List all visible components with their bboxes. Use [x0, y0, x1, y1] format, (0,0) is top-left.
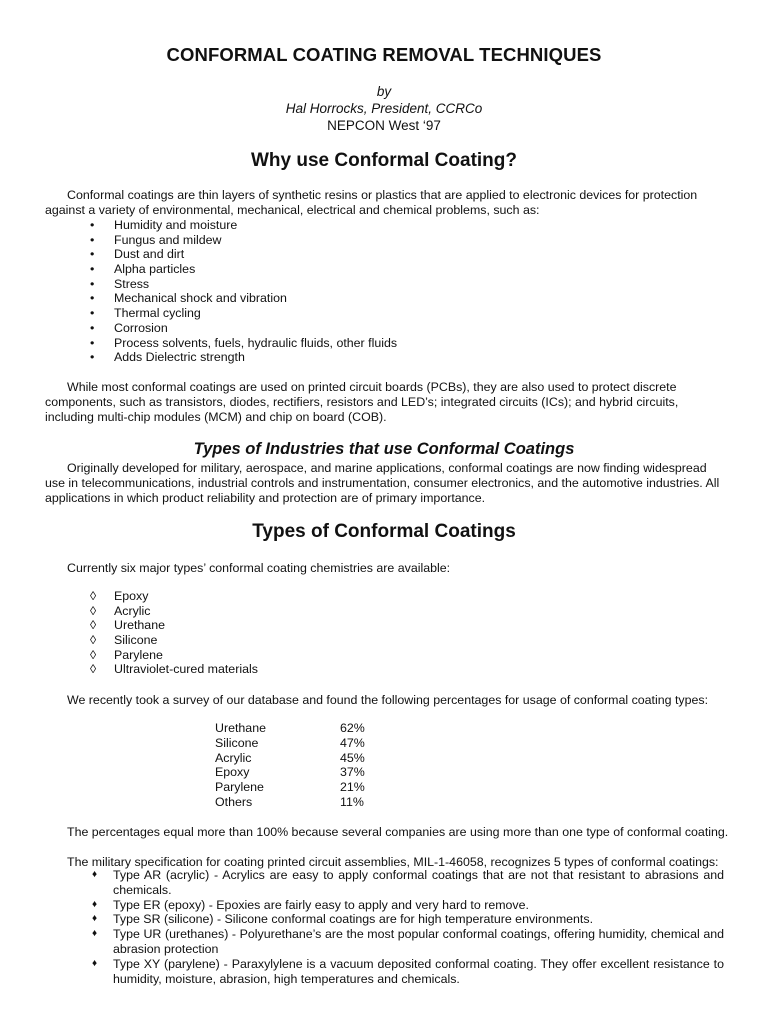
heading-why-conformal-coating: Why use Conformal Coating? [251, 150, 517, 171]
why-intro-paragraph [45, 188, 725, 218]
bullet-mark: ◊ [90, 603, 97, 618]
survey-percentage: 21% [340, 780, 365, 795]
survey-intro: We recently took a survey of our database and found the following percentages for usage of conformal coating types: [67, 693, 709, 707]
survey-percentage: 11% [340, 794, 364, 809]
survey-percentage: 45% [340, 750, 365, 765]
diamond-bullet: ♦ [92, 898, 98, 910]
bullet-mark: • [90, 232, 95, 247]
survey-type: Epoxy [215, 765, 250, 780]
survey-type: Parylene [215, 780, 264, 795]
mil-spec-item-text: Type ER (epoxy) - Epoxies are fairly easy to apply and very hard to remove. [113, 897, 529, 912]
protection-item-text: Mechanical shock and vibration [114, 291, 287, 306]
protection-item-text: Humidity and moisture [114, 218, 238, 232]
bullet-mark: • [90, 306, 95, 321]
survey-type: Silicone [215, 735, 259, 750]
bullet-mark: • [90, 291, 95, 306]
mil-spec-item [92, 912, 724, 927]
bullet-mark: ◊ [90, 647, 97, 662]
types-intro: Currently six major types’ conformal coating chemistries are available: [67, 561, 451, 575]
survey-row [215, 736, 365, 751]
protection-item-text: Thermal cycling [114, 306, 201, 321]
document-title: CONFORMAL COATING REMOVAL TECHNIQUES [166, 44, 602, 65]
mil-spec-item [92, 868, 724, 898]
industries-text: Originally developed for military, aerospace, and marine applications, conformal coatings are now finding widespread use in telecommunications, industrial controls and instrumentation, consumer electronics, and the automotive industries. All applications in which product reliability and protection are of primary importance. [45, 461, 720, 505]
bullet-mark: ◊ [90, 589, 97, 603]
mil-spec-item-text: Type AR (acrylic) - Acrylics are easy to apply conformal coatings that are not that resistant to abrasions and chemicals. [113, 868, 724, 897]
survey-type: Urethane [215, 721, 266, 735]
survey-row [215, 795, 365, 810]
bullet-mark: ◊ [90, 618, 97, 633]
heading-industries: Types of Industries that use Conformal Coatings [193, 440, 575, 458]
coating-type-item-text: Parylene [114, 647, 163, 662]
mil-spec-intro: The military specification for coating printed circuit assemblies, MIL-1-46058, recognizes 5 types of conformal coatings: [67, 855, 719, 869]
mil-spec-types-list [92, 868, 724, 986]
survey-note: The percentages equal more than 100% because several companies are using more than one type of conformal coating. [67, 825, 729, 839]
protection-item-text: Alpha particles [114, 262, 196, 277]
survey-percentage: 47% [340, 735, 365, 750]
bullet-mark: ◊ [90, 633, 97, 648]
survey-row [215, 721, 365, 736]
diamond-bullet: ♦ [92, 869, 98, 880]
why-intro-text: Conformal coatings are thin layers of synthetic resins or plastics that are applied to electronic devices for protection against a variety of environmental, mechanical, electrical and chemical problems, such as: [45, 188, 698, 217]
protection-item-text: Adds Dielectric strength [114, 350, 245, 365]
protection-item-text: Process solvents, fuels, hydraulic fluids, other fluids [114, 335, 398, 350]
mil-spec-item-text: Type SR (silicone) - Silicone conformal coatings are for high temperature environments. [113, 912, 594, 927]
diamond-bullet: ♦ [92, 913, 98, 925]
bullet-mark: • [90, 276, 95, 291]
bullet-mark: • [90, 218, 95, 232]
survey-percentage: 62% [340, 721, 365, 735]
survey-table [215, 721, 365, 810]
byline-event: NEPCON West ‘97 [327, 118, 441, 133]
bullet-mark: • [90, 335, 95, 350]
coating-type-item-text: Ultraviolet-cured materials [114, 662, 258, 677]
bullet-mark: • [90, 320, 95, 335]
coating-type-item-text: Urethane [114, 618, 165, 633]
protection-item-text: Fungus and mildew [114, 232, 222, 247]
survey-type: Acrylic [215, 750, 252, 765]
coating-type-item-text: Acrylic [114, 603, 151, 618]
mil-spec-item [92, 957, 724, 987]
survey-row [215, 751, 365, 766]
survey-row [215, 765, 365, 780]
bullet-mark: • [90, 350, 95, 365]
why-closing-paragraph [45, 380, 725, 424]
why-closing-text: While most conformal coatings are used on printed circuit boards (PCBs), they are also used to protect discrete components, such as transistors, diodes, rectifiers, resistors and LED’s; integrated circuits (ICs); and hybrid circuits, including multi-chip modules (MCM) and chip on board (COB). [45, 380, 679, 424]
mil-spec-item [92, 898, 724, 913]
survey-type: Others [215, 794, 253, 809]
survey-row [215, 780, 365, 795]
byline-author: Hal Horrocks, President, CCRCo [285, 101, 483, 116]
diamond-bullet: ♦ [92, 928, 98, 940]
mil-spec-item-text: Type XY (parylene) - Paraxylylene is a vacuum deposited conformal coating. They offer excellent resistance to humidity, moisture, abrasion, high temperatures and chemicals. [113, 956, 724, 986]
survey-percentage: 37% [340, 765, 365, 780]
protection-item-text: Corrosion [114, 320, 168, 335]
bullet-mark: ◊ [90, 662, 97, 677]
coating-type-item-text: Silicone [114, 633, 158, 648]
mil-spec-item [92, 927, 724, 957]
diamond-bullet: ♦ [92, 957, 98, 969]
coating-type-item-text: Epoxy [114, 589, 149, 603]
industries-paragraph [45, 461, 725, 505]
heading-types-of-coatings: Types of Conformal Coatings [252, 521, 516, 542]
protection-item-text: Dust and dirt [114, 247, 185, 262]
bullet-mark: • [90, 262, 95, 277]
protection-item-text: Stress [114, 276, 150, 291]
mil-spec-item-text: Type UR (urethanes) - Polyurethane’s are the most popular conformal coatings, offering humidity, chemical and abrasion protection [113, 927, 724, 956]
byline-by: by [376, 84, 392, 99]
bullet-mark: • [90, 247, 95, 262]
